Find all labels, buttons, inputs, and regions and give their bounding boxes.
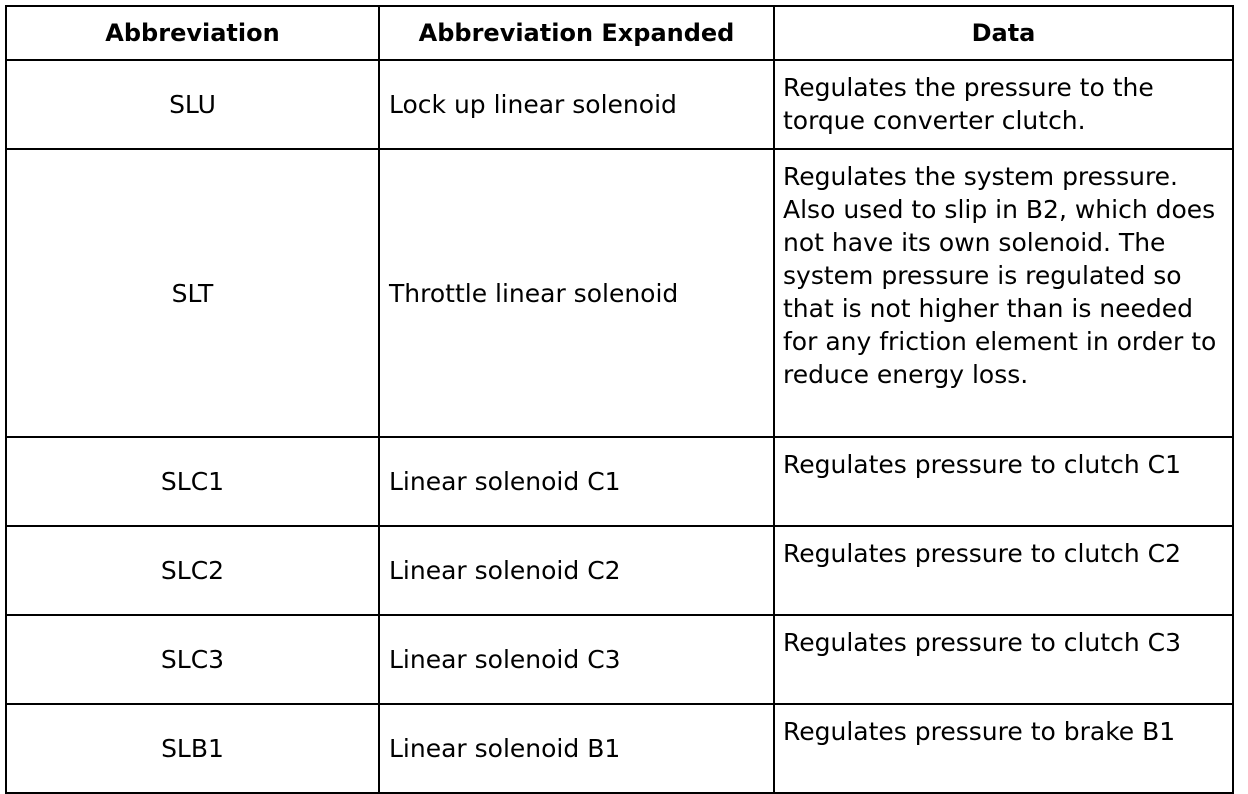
abbreviation-cell: SLT — [6, 149, 379, 437]
data-cell: Regulates pressure to clutch C1 — [774, 437, 1233, 526]
abbreviation-cell: SLU — [6, 60, 379, 149]
abbreviation-table — [5, 5, 1234, 794]
header-abbreviation: Abbreviation — [6, 6, 379, 60]
table-row — [6, 526, 1233, 615]
abbreviation-cell: SLC2 — [6, 526, 379, 615]
data-cell: Regulates pressure to clutch C3 — [774, 615, 1233, 704]
expanded-cell: Linear solenoid C3 — [379, 615, 774, 704]
table-row — [6, 704, 1233, 793]
table-row — [6, 615, 1233, 704]
header-abbreviation-expanded: Abbreviation Expanded — [379, 6, 774, 60]
abbreviation-cell: SLC1 — [6, 437, 379, 526]
data-cell: Regulates the pressure to the torque converter clutch. — [774, 60, 1233, 149]
abbreviation-cell: SLB1 — [6, 704, 379, 793]
data-cell: Regulates the system pressure. Also used to slip in B2, which does not have its own solenoid. The system pressure is regulated so that is not higher than is needed for any friction element in order to reduce energy loss. — [774, 149, 1233, 437]
expanded-cell: Linear solenoid C1 — [379, 437, 774, 526]
table-row — [6, 437, 1233, 526]
header-row — [6, 6, 1233, 60]
expanded-cell: Throttle linear solenoid — [379, 149, 774, 437]
expanded-cell: Lock up linear solenoid — [379, 60, 774, 149]
table-row — [6, 60, 1233, 149]
expanded-cell: Linear solenoid B1 — [379, 704, 774, 793]
expanded-cell: Linear solenoid C2 — [379, 526, 774, 615]
abbreviation-cell: SLC3 — [6, 615, 379, 704]
data-cell: Regulates pressure to clutch C2 — [774, 526, 1233, 615]
data-cell: Regulates pressure to brake B1 — [774, 704, 1233, 793]
table-row — [6, 149, 1233, 437]
header-data: Data — [774, 6, 1233, 60]
